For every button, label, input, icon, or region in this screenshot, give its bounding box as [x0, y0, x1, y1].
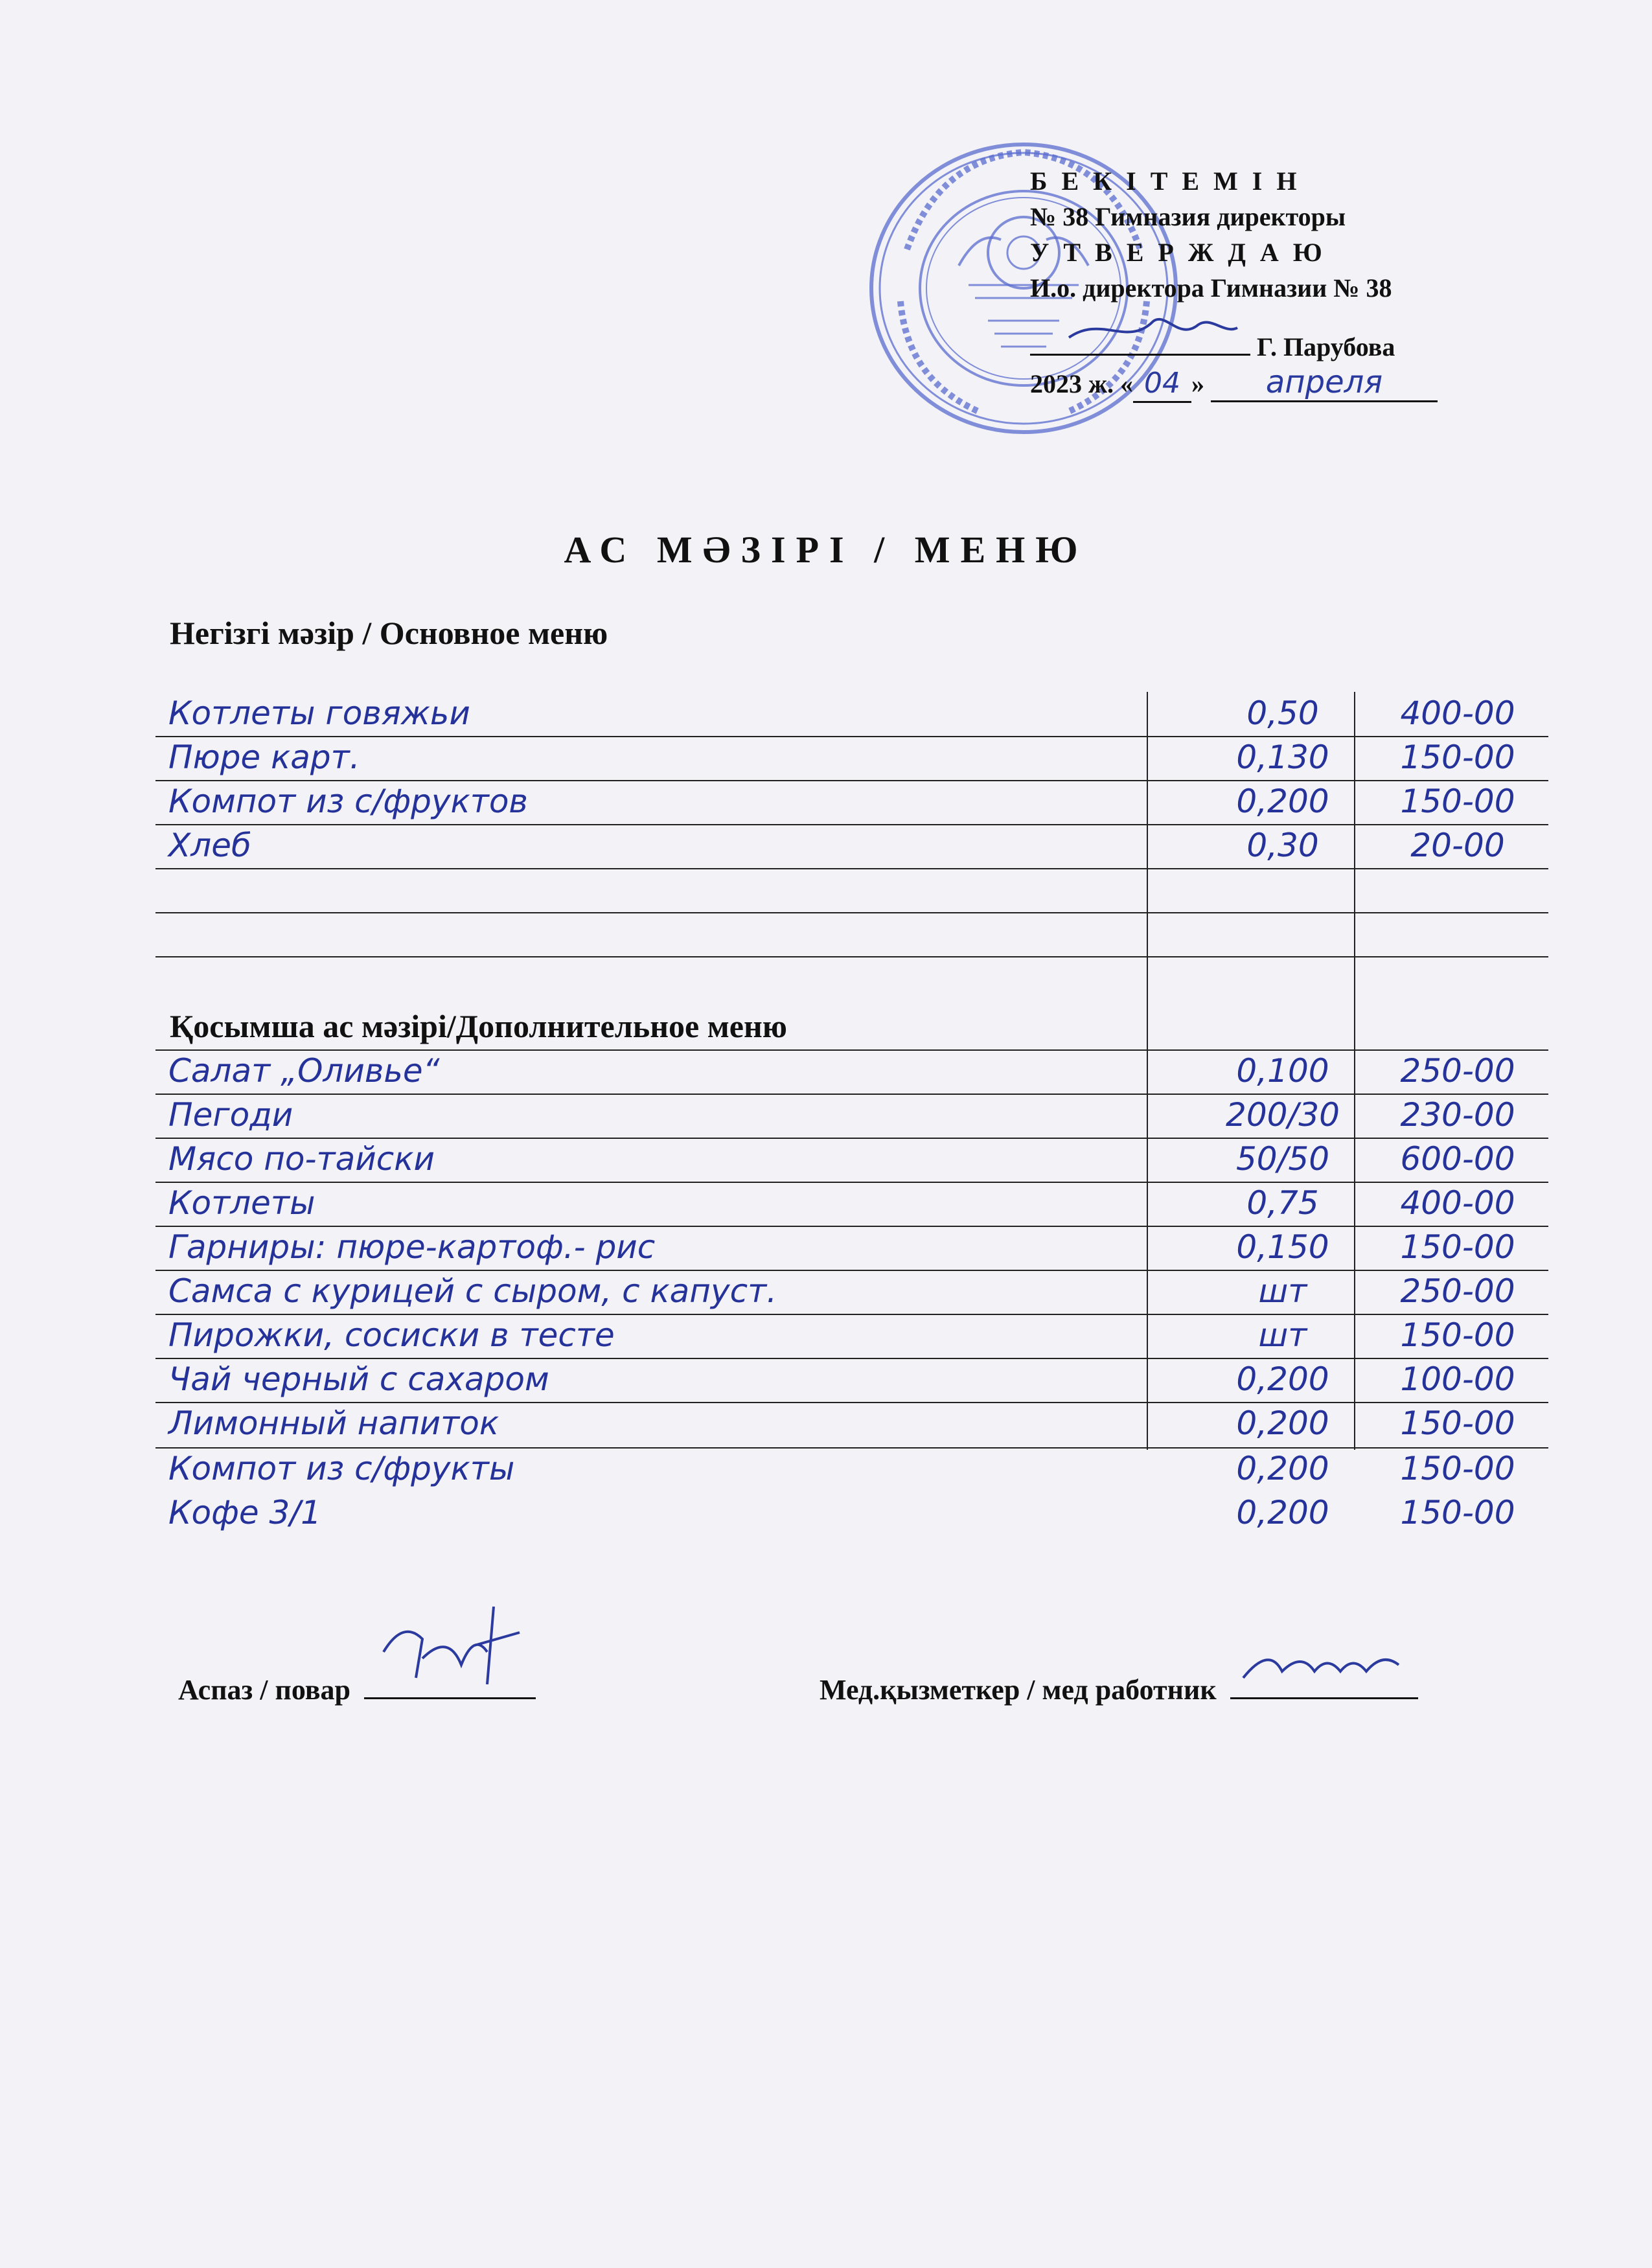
table-row: [155, 736, 1548, 780]
dish-portion: 0,100: [1236, 1052, 1329, 1090]
dish-portion: 0,200: [1236, 783, 1329, 820]
dish-name: Котлеты говяжьи: [168, 694, 470, 732]
dish-portion: 0,130: [1236, 739, 1329, 776]
dish-name: Котлеты: [168, 1184, 315, 1222]
director-signature-blank: [1030, 325, 1250, 356]
dish-portion: 200/30: [1226, 1096, 1340, 1134]
table-row: [155, 1270, 1548, 1314]
table-row: [155, 1402, 1548, 1446]
dish-portion: 0,200: [1236, 1494, 1329, 1531]
menu-table: [155, 692, 1548, 1534]
main-menu-heading: Негізгі мәзір / Основное меню: [170, 615, 608, 651]
table-row: [155, 1094, 1548, 1138]
dish-name: Кофе 3/1: [168, 1494, 321, 1531]
medic-label: Мед.қызметкер / мед работник: [820, 1674, 1217, 1706]
dish-price: 400-00: [1400, 694, 1515, 732]
dish-price: 150-00: [1400, 1450, 1515, 1487]
dish-price: 150-00: [1400, 783, 1515, 820]
dish-name: Пирожки, сосиски в тесте: [168, 1316, 615, 1354]
dish-name: Пюре карт.: [168, 739, 360, 776]
table-row: [155, 1447, 1548, 1491]
cook-signature-icon: [364, 1594, 536, 1691]
cook-signature-blank: [364, 1665, 536, 1699]
dish-name: Компот из с/фрукты: [168, 1450, 515, 1487]
row-rule: [155, 912, 1548, 913]
approval-signature-line: [1030, 325, 1438, 365]
medic-signature-icon: [1230, 1639, 1418, 1691]
dish-portion: 0,50: [1246, 694, 1319, 732]
approval-ru-heading: У Т В Е Р Ж Д А Ю: [1030, 238, 1326, 267]
dish-price: 400-00: [1400, 1184, 1515, 1222]
dish-portion: 50/50: [1235, 1140, 1330, 1178]
date-year: 2023 ж. «: [1030, 369, 1134, 398]
dish-name: Салат „Оливье“: [168, 1052, 440, 1090]
dish-portion: 0,75: [1246, 1184, 1319, 1222]
dish-price: 150-00: [1400, 739, 1515, 776]
dish-portion: 0,200: [1236, 1404, 1329, 1442]
dish-portion: 0,200: [1236, 1360, 1329, 1398]
dish-price: 250-00: [1400, 1052, 1515, 1090]
row-rule: [155, 956, 1548, 957]
dish-portion: шт: [1258, 1316, 1307, 1354]
table-row: [155, 1226, 1548, 1270]
dish-portion: 0,150: [1236, 1228, 1329, 1266]
table-row: [155, 1138, 1548, 1182]
medic-signature-blank: [1230, 1665, 1418, 1699]
table-row: [155, 1314, 1548, 1358]
dish-portion: 0,30: [1246, 827, 1319, 864]
dish-price: 150-00: [1400, 1404, 1515, 1442]
date-quote-close: »: [1191, 369, 1205, 398]
date-day: 04: [1133, 365, 1191, 403]
approval-kz-heading: Б Е К І Т Е М І Н: [1030, 166, 1301, 196]
table-row: [155, 1182, 1548, 1226]
table-row: [155, 1491, 1548, 1535]
dish-price: 150-00: [1400, 1494, 1515, 1531]
dish-name: Лимонный напиток: [168, 1404, 499, 1442]
document-title: АС МӘЗІРІ / МЕНЮ: [564, 529, 1088, 571]
dish-name: Гарниры: пюре-картоф.- рис: [168, 1228, 656, 1266]
dish-price: 230-00: [1400, 1096, 1515, 1134]
dish-name: Компот из с/фруктов: [168, 783, 528, 820]
approval-ru-position: И.о. директора Гимназии № 38: [1030, 273, 1392, 303]
dish-price: 150-00: [1400, 1228, 1515, 1266]
dish-name: Хлеб: [168, 827, 251, 864]
approval-kz-position: № 38 Гимназия директоры: [1030, 202, 1346, 231]
dish-name: Мясо по-тайски: [168, 1140, 435, 1178]
cook-label: Аспаз / повар: [178, 1674, 350, 1706]
dish-name: Самса с курицей с сыром, с капуст.: [168, 1272, 777, 1310]
extra-menu-heading: Қосымша ас мәзірі/Дополнительное меню: [170, 1008, 788, 1044]
director-signature-icon: [1030, 308, 1250, 354]
approval-date-line: [1030, 365, 1438, 403]
table-row: [155, 692, 1548, 736]
dish-price: 20-00: [1410, 827, 1505, 864]
medic-signature-line: [820, 1665, 1418, 1706]
dish-price: 600-00: [1400, 1140, 1515, 1178]
table-row: [155, 1358, 1548, 1402]
dish-name: Чай черный с сахаром: [168, 1360, 549, 1398]
dish-price: 100-00: [1400, 1360, 1515, 1398]
approval-block: [1030, 163, 1438, 403]
date-month: апреля: [1211, 365, 1438, 402]
dish-name: Пегоди: [168, 1096, 293, 1134]
table-row: [155, 780, 1548, 824]
table-row: [155, 824, 1548, 868]
table-row: [155, 1049, 1548, 1094]
cook-signature-line: [178, 1665, 536, 1706]
dish-price: 150-00: [1400, 1316, 1515, 1354]
dish-portion: 0,200: [1236, 1450, 1329, 1487]
director-name: Г. Парубова: [1257, 332, 1395, 361]
dish-portion: шт: [1258, 1272, 1307, 1310]
row-rule: [155, 868, 1548, 869]
dish-price: 250-00: [1400, 1272, 1515, 1310]
